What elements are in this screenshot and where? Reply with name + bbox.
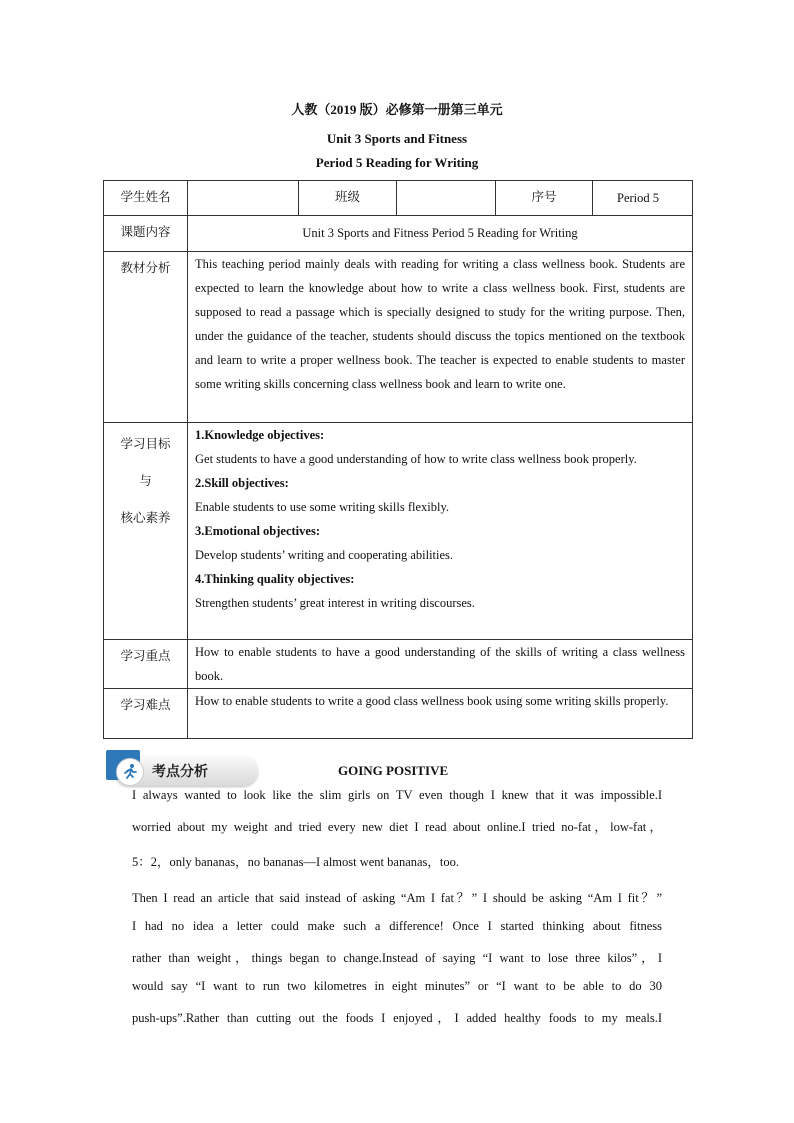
row-objectives <box>104 423 693 640</box>
article-line: I always wanted to look like the slim girls on TV even though I knew that it was impossible.I <box>132 788 662 802</box>
objective-heading-skill: 2.Skill objectives: <box>195 476 289 490</box>
article-line: push-ups”.Rather than cutting out the foods I enjoyed，I added healthy foods to my meals.I <box>132 1011 662 1025</box>
student-name-label: 学生姓名 <box>104 181 188 216</box>
topic-label: 课题内容 <box>104 216 188 252</box>
objective-heading-emotional: 3.Emotional objectives: <box>195 524 320 538</box>
textbook-analysis-value: This teaching period mainly deals with reading for writing a class wellness book. Students are expected to learn the knowledge about how to write a class wellness book. First, students are supposed to read a passage which is specially designed to study for the writing purpose. Then, under the guidance of the teacher, students should discuss the topics mentioned on the textbook and learn to write a proper wellness book. The teacher is expected to enable students to master some writing skills concerning class wellness book and learn to write one. <box>188 252 693 423</box>
article-line: worried about my weight and tried every new diet I read about online.I tried no-fat，low-fat， <box>132 820 662 834</box>
objectives-label-b: 与 <box>139 473 152 488</box>
period-value: Period 5 <box>593 181 693 216</box>
objectives-value <box>188 423 693 640</box>
textbook-analysis-label: 教材分析 <box>104 252 188 423</box>
document-header-period: Period 5 Reading for Writing <box>315 155 479 170</box>
student-name-value <box>188 181 299 216</box>
key-points-label: 学习重点 <box>104 640 188 689</box>
objective-body-skill: Enable students to use some writing skills flexibly. <box>195 500 450 514</box>
key-points-value: How to enable students to have a good understanding of the skills of writing a class wellness book. <box>188 640 693 689</box>
number-label: 序号 <box>496 181 593 216</box>
objective-body-thinking: Strengthen students’ great interest in writing discourses. <box>195 596 475 610</box>
section-badge <box>106 750 258 788</box>
objective-body-knowledge: Get students to have a good understanding of how to write class wellness book properly. <box>195 452 637 466</box>
article-line: I had no idea a letter could make such a difference! Once I started thinking about fitness <box>132 919 662 933</box>
article-line: Then I read an article that said instead of asking “Am I fat？” I should be asking “Am I fit？” <box>132 891 662 905</box>
difficulties-value: How to enable students to write a good class wellness book using some writing skills properly. <box>188 689 693 739</box>
document-header-textbook: 人教（2019 版）必修第一册第三单元 <box>291 102 503 117</box>
objective-body-emotional: Develop students’ writing and cooperating abilities. <box>195 548 454 562</box>
article-title: GOING POSITIVE <box>338 763 449 778</box>
topic-value: Unit 3 Sports and Fitness Period 5 Reading for Writing <box>188 216 693 252</box>
article-line: 5：2，only bananas，no bananas—I almost went bananas，too. <box>132 855 460 869</box>
article-line: rather than weight，things began to change.Instead of saying “I want to lose three kilos”，I <box>132 951 662 965</box>
objectives-label <box>104 423 188 640</box>
row-topic <box>104 216 693 252</box>
objective-heading-thinking: 4.Thinking quality objectives: <box>195 572 355 586</box>
row-key-points <box>104 640 693 689</box>
class-value <box>397 181 496 216</box>
objective-heading-knowledge: 1.Knowledge objectives: <box>195 428 325 442</box>
document-header-unit: Unit 3 Sports and Fitness <box>326 131 468 146</box>
objectives-label-a: 学习目标 <box>120 436 171 451</box>
row-student-info <box>104 181 693 216</box>
runner-icon <box>116 758 144 786</box>
row-textbook-analysis <box>104 252 693 423</box>
section-badge-label: 考点分析 <box>152 764 208 780</box>
lesson-info-table <box>103 180 693 739</box>
row-difficulties <box>104 689 693 739</box>
difficulties-label: 学习难点 <box>104 689 188 739</box>
objectives-label-c: 核心素养 <box>120 510 171 525</box>
class-label: 班级 <box>299 181 397 216</box>
article-line: would say “I want to run two kilometres in eight minutes” or “I want to be able to do 30 <box>132 979 662 993</box>
